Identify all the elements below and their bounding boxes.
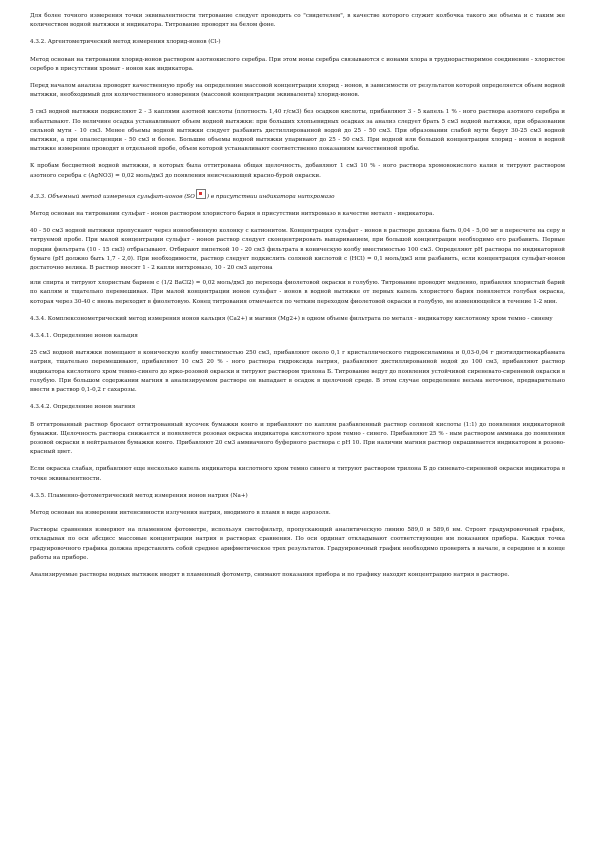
section-heading-4-3-4: 4.3.4. Комплексонометрический метод измерения ионов кальция (Ca2+) и магния (Mg2+) в одном объеме фильтрата по металл - индикатору кислотному хром темно - синему <box>30 315 553 322</box>
paragraph-calcium-procedure: 25 см3 водной вытяжки помещают в коническую колбу вместимостью 250 см3, прибавляют около 0,1 г кристаллического гидроксиламина и 0,03-0,04 г диэтилдитиокарбамата натрия, тщательно перемешивают, прибавляют 10 см3 20 % - ного раствора гидроксида натрия, разбавляют дистиллированной водой до 100 см3, прибавляют раствор индикатора кислотного хром темно-синего до ярко-розовой окраски и титруют раствором трилона Б. Титрование ведут до появления устойчивой сиреневато-сиреневой окраски в голубую. При большом содержании магния в анализируемом растворе он выпадает в осадок в щелочной среде. В этом случае определение весьма неточное, предварительно ввести в раствор 0,1-0,2 г сахарозы. <box>30 350 565 394</box>
paragraph-sample-volume: 5 см3 водной вытяжки подкисляют 2 - 3 каплями азотной кислоты (плотность 1,40 г/см3) без осадков кислоты, прибавляют 3 - 5 капель 1 % - ного раствора азотного серебра и взбалтывают. По величине осадка устанавливают объем водной вытяжки: при больших хлопьевидных осадках за анализ следует брать 5 см3 водной вытяжки, при образовании сильной мути - 10 см3. Менее объемы водной вытяжки следует разбавить дистиллированной водой до 25 - 50 см3. При образовании слабой мути берут 30-25 см3 водной вытяжки, а при опалесценции - 50 см3 и более. Большие объемы водной вытяжки упаривают до 25 - 50 см3. При водной или большой концентрации хлорид - ионов в водной вытяжке измерение проводят в отдельной пробе, объем которой устанавливают соответственно показаниям качественной пробы. <box>30 109 565 153</box>
section-heading-4-3-2: 4.3.2. Аргентометрический метод измерения хлорид-ионов (Cl-) <box>30 39 221 46</box>
paragraph-preliminary-test: Перед началом анализа проводят качественную пробу на определение массовой концентрации хлорид - ионов, в зависимости от результатов которой определяется объем водной вытяжки, необходимый для количественного измерения (массовой концентрации эквивалента) хлорид-ионов. <box>30 83 565 99</box>
paragraph-titration-chloride: К пробам бесцветной водной вытяжки, в которых была оттитрована общая щелочность, добавляют 1 см3 10 % - ного раствора хромовокислого калия и титруют раствором азотного серебра с (AgNO3) = 0,02 моль/дм3 до появления неисчезающей красно-бурой окраски. <box>30 163 565 179</box>
paragraph-magnesium-titration: Если окраска слабая, прибавляют еще несколько капель индикатора кислотного хром темно синего и титруют раствором трилона Б до синевато-сиреневой окраски индикатора в точке эквивалентности. <box>30 466 565 482</box>
paragraph-intro: Для более точного измерения точки эквивалентности титрование следует проводить со "свидетелем", в качестве которого служит колбочка такого же объема и с таким же количеством водной вытяжки и индикатора. Титрование проводят на белом фоне. <box>30 13 565 29</box>
paragraph-sulfate-procedure: 40 - 50 см3 водной вытяжки пропускают через ионообменную колонку с катионитом. Концентрация сульфат - ионов в растворе должна быть 0,04 - 5,00 мг в пересчете на серу в титруемой пробе. При малой концентрации сульфат - ионов раствор следует сконцентрировать выпариванием, при большой концентрации необходимо его разбавить. Первые порции фильтрата (10 - 15 см3) отбрасывают. Отбирают пипеткой 10 - 20 см3 фильтрата в коническую колбу вместимостью 100 см3. Определяют pH раствора по индикаторной бумаге (pH должно быть 1,7 - 2,0). При необходимости, раствор следует подкислить соляной кислотой с (HCl) = 0,1 моль/дм3 или разбавить, если концентрация сульфат-ионов достаточно велика. В раствор вносят 1 - 2 капли нитхромазо, 10 - 20 см3 ацетона <box>30 228 565 272</box>
paragraph-magnesium-procedure: В оттитрованный раствор бросают оттитрованный кусочек бумажки конго и прибавляют по каплям разбавленный раствор соляной кислоты (1:1) до появления индикаторной бумажки. Щелочность раствора снижается и появляется розовая окраска индикатора кислотного хром темно - синего. Прибавляют 25 % - ным раствором аммиака до появления розовой окраски в нейтральном бумажки конго. Прибавляют 20 см3 аммиачного буферного раствора с pH 10. При наличии магния раствор окрашивается индикатором в розово-красный цвет. <box>30 421 565 456</box>
section-heading-4-3-3 <box>30 189 565 202</box>
section-heading-4-3-3-end: ) в присутствии индикатора нитхромазо <box>206 193 335 200</box>
section-heading-4-3-5: 4.3.5. Пламенно-фотометрический метод измерения ионов натрия (Na+) <box>30 492 248 499</box>
paragraph-method-basis-sulfate: Метод основан на титровании сульфат - ионов раствором хлористого бария в присутствии нитхромазо в качестве металл - индикатора. <box>30 211 435 218</box>
paragraph-method-basis-sodium: Метод основан на измерении интенсивности излучения натрия, вводимого в пламя в виде аэрозоля. <box>30 509 331 516</box>
section-heading-4-3-3-start: 4.3.3. Объемный метод измерения сульфат-ионов (SO <box>30 193 195 200</box>
paragraph-sulfate-titration: или спирта и титруют хлористым барием с (1/2 BaCl2) = 0,02 моль/дм3 до перехода фиолетовой окраски в голубую. Титрование проводят медленно, прибавляя хлористый барий по каплям и тщательно перемешивая. При малой концентрации ионов сульфат - ионов в водной вытяжке от первых капель хлористого бария появляется голубая окраска, которая через 30-40 с вновь переходит в фиолетовую. Конец титрования отмечается по четким переходом фиолетовой окраски в голубую, не изменяющейся в течение 1-2 мин. <box>30 280 565 305</box>
broken-image-icon <box>196 189 206 199</box>
paragraph-sample-analysis: Анализируемые растворы водных вытяжек вводят в пламенный фотометр, снимают показания прибора и по графику находят концентрацию натрия в растворе. <box>30 571 510 578</box>
paragraph-method-basis-chloride: Метод основан на титровании хлорид-ионов раствором азотнокислого серебра. При этом ионы серебра связываются с ионами хлора в труднорастворимое соединение - хлористое серебро в присутствии хромат - ионов как индикатора. <box>30 56 565 72</box>
subsection-heading-4-3-4-2: 4.3.4.2. Определение ионов магния <box>30 404 136 411</box>
subsection-heading-4-3-4-1: 4.3.4.1. Определение ионов кальция <box>30 333 138 340</box>
paragraph-calibration-curve: Растворы сравнения измеряют на пламенном фотометре, используя светофильтр, пропускающий аналитическую линию 589,0 и 589,6 нм. Строят градуировочный график, откладывая по оси абсцисс массовые концентрации натрия в растворах сравнения. По оси ординат откладывают соответствующие им показания прибора. Каждая точка градуировочного графика должна представлять собой среднее арифметическое трех результатов. Градуировочный график необходимо проверять в начале, в середине и в конце работы на приборе. <box>30 527 565 561</box>
